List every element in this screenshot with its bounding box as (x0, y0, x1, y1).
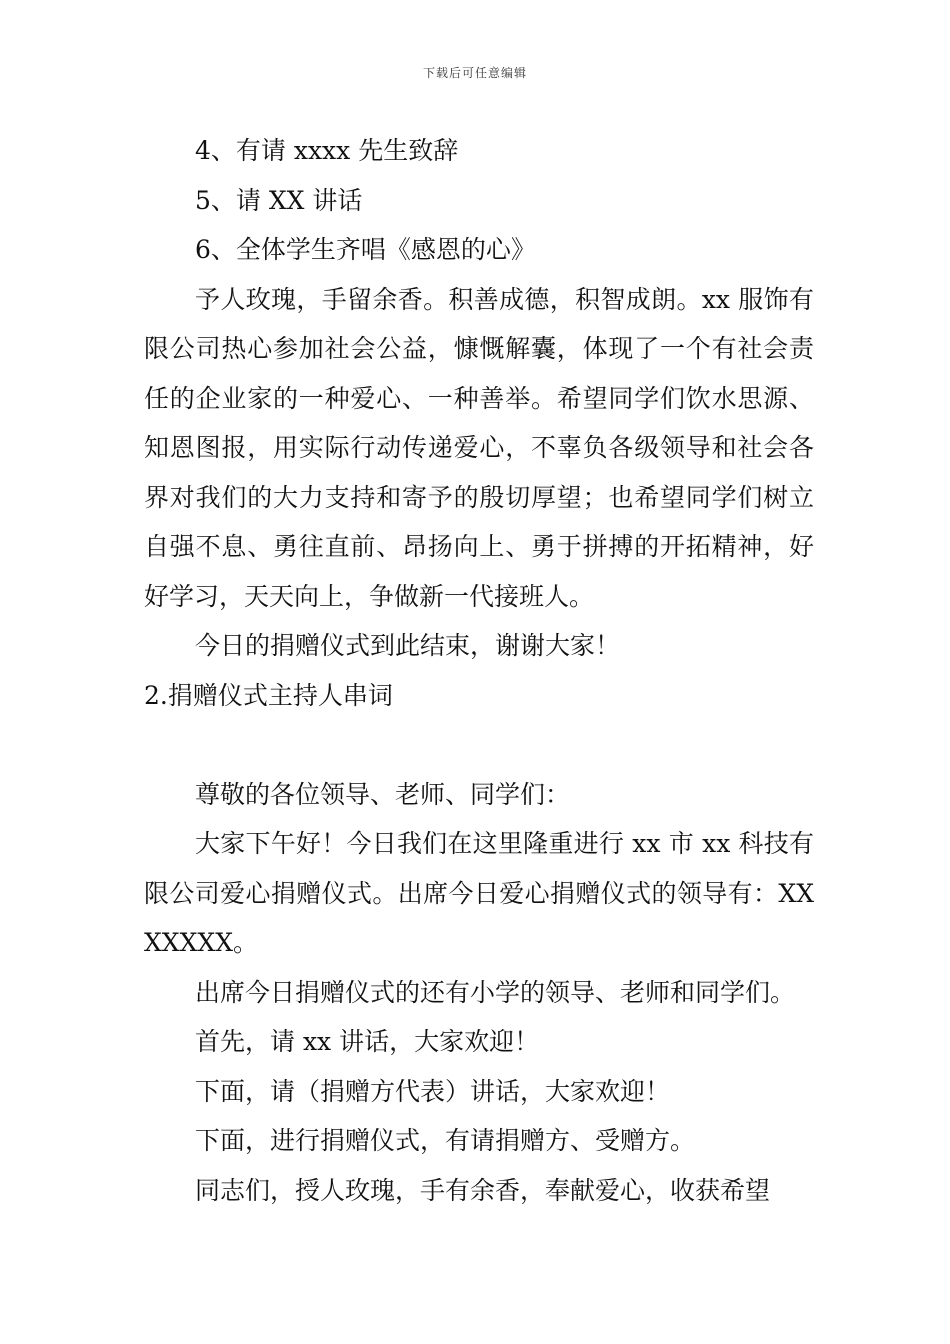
blank-line (144, 720, 814, 770)
agenda-item-4: 4、有请 xxxx 先生致辞 (195, 136, 459, 165)
closing-paragraph: 予人玫瑰，手留余香。积善成德，积智成朗。xx 服饰有限公司热心参加社会公益，慷慨解囊，体现了一个有社会责任的企业家的一种爱心、一种善举。希望同学们饮水思源、知恩图报，用实际行动传递爱心，不辜负各级领导和社会各界对我们的大力支持和寄予的殷切厚望；也希望同学们树立自强不息、勇往直前、昂扬向上、勇于拼搏的开拓精神，好好学习，天天向上，争做新一代接班人。 (144, 284, 814, 611)
section-heading: 2.捐赠仪式主持人串词 (144, 680, 393, 710)
attendees-line: 出席今日捐赠仪式的还有小学的领导、老师和同学们。 (195, 977, 796, 1007)
donor-speaker-line: 下面，请（捐赠方代表）讲话，大家欢迎！ (195, 1076, 671, 1106)
final-line: 同志们，授人玫瑰，手有余香，奉献爱心，收获希望 (195, 1175, 771, 1205)
agenda-item-6: 6、全体学生齐唱《感恩的心》 (195, 235, 536, 264)
greeting-line: 尊敬的各位领导、老师、同学们： (195, 779, 571, 809)
closing-line: 今日的捐赠仪式到此结束，谢谢大家！ (195, 631, 621, 660)
document-body (144, 126, 814, 1215)
first-speaker-line: 首先，请 xx 讲话，大家欢迎！ (195, 1027, 540, 1056)
agenda-item-5: 5、请 XX 讲话 (195, 185, 363, 215)
page-header: 下载后可任意编辑 (422, 66, 527, 80)
ceremony-line: 下面，进行捐赠仪式，有请捐赠方、受赠方。 (195, 1126, 696, 1155)
opening-paragraph: 大家下午好！今日我们在这里隆重进行 xx 市 xx 科技有限公司爱心捐赠仪式。出席今日爱心捐赠仪式的领导有：XXXXXXX。 (144, 829, 814, 957)
